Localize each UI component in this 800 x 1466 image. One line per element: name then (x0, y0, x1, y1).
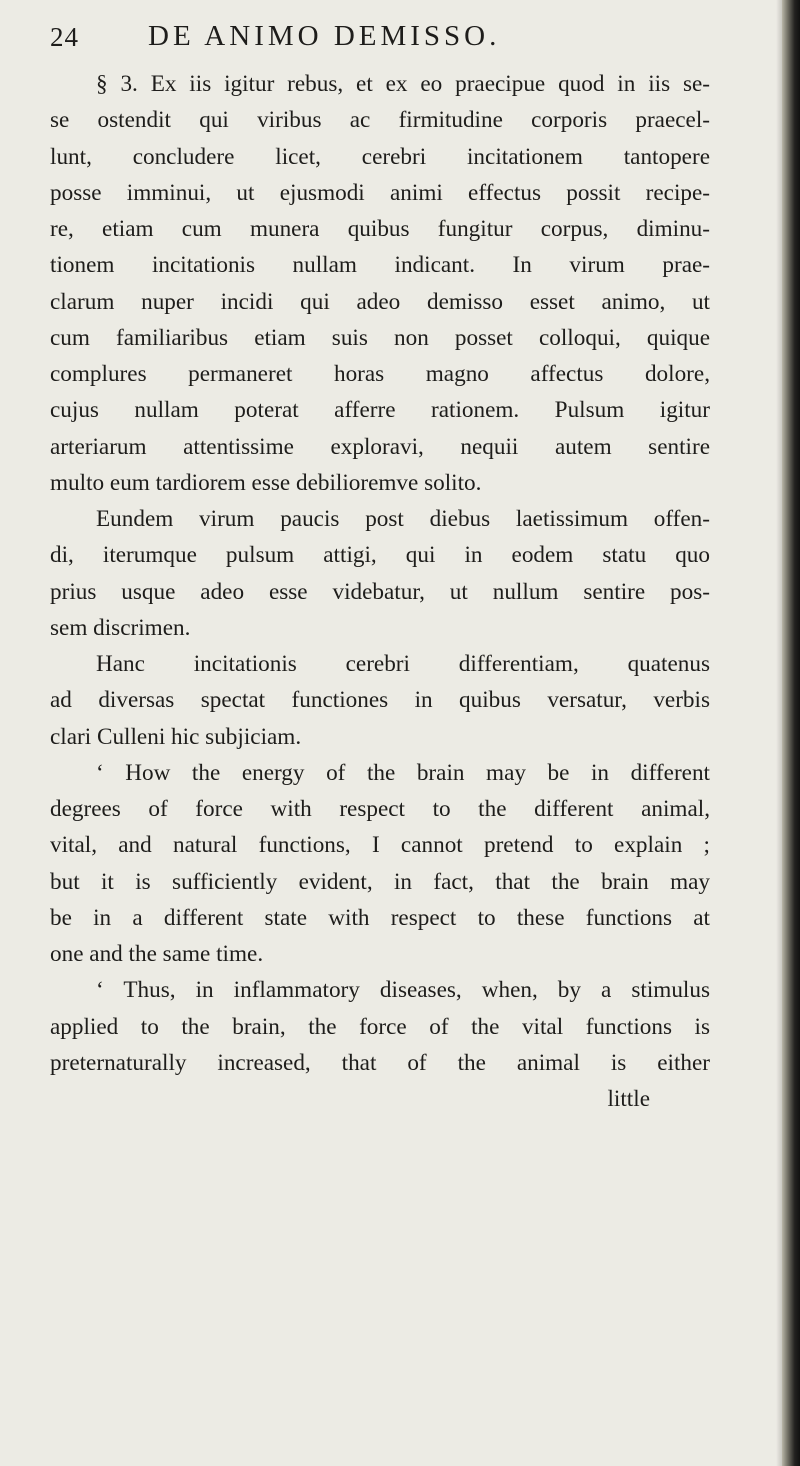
text-line: be in a different state with respect to these functions at (50, 904, 710, 931)
text-line: multo eum tardiorem esse debilioremve solito. (50, 469, 482, 496)
catchword: little (607, 1086, 650, 1112)
text-line: degrees of force with respect to the different animal, (50, 796, 710, 822)
book-binding-edge (782, 0, 800, 1466)
text-line: prius usque adeo esse videbatur, ut nullum sentire pos- (50, 578, 710, 605)
text-line: lunt, concludere licet, cerebri incitationem tantopere (50, 143, 710, 170)
text-line: preternaturally increased, that of the animal is either (50, 1049, 710, 1076)
running-title: DE ANIMO DEMISSO. (148, 20, 501, 52)
text-line: ‘ How the energy of the brain may be in different (96, 759, 710, 786)
text-line: tionem incitationis nullam indicant. In virum prae- (50, 252, 710, 279)
page-header (50, 22, 710, 62)
text-line: ‘ Thus, in inflammatory diseases, when, by a stimulus (96, 977, 710, 1004)
text-line: clari Culleni hic subjiciam. (50, 723, 302, 750)
text-line: vital, and natural functions, I cannot pretend to explain ; (50, 832, 710, 859)
page-number: 24 (50, 22, 79, 52)
text-line: Eundem virum paucis post diebus laetissimum offen- (96, 506, 710, 532)
text-line: cum familiaribus etiam suis non posset colloqui, quique (50, 324, 710, 351)
text-line: se ostendit qui viribus ac firmitudine corporis praecel- (50, 107, 710, 134)
text-line: di, iterumque pulsum attigi, qui in eodem statu quo (50, 542, 710, 569)
text-line: ad diversas spectat functiones in quibus versatur, verbis (50, 687, 710, 714)
text-line: complures permaneret horas magno affectus dolore, (50, 361, 710, 387)
text-line: § 3. Ex iis igitur rebus, et ex eo praecipue quod in iis se- (96, 71, 710, 97)
text-line: but it is sufficiently evident, in fact, that the brain may (50, 868, 710, 895)
text-line: posse imminui, ut ejusmodi animi effectus possit recipe- (50, 179, 710, 206)
body-text (50, 66, 710, 1117)
text-line: Hanc incitationis cerebri differentiam, quatenus (96, 651, 710, 677)
text-line: clarum nuper incidi qui adeo demisso esset animo, ut (50, 288, 710, 315)
text-line: arteriarum attentissime exploravi, nequii autem sentire (50, 433, 710, 460)
text-line: applied to the brain, the force of the vital functions is (50, 1013, 710, 1040)
text-line: cujus nullam poterat afferre rationem. Pulsum igitur (50, 397, 710, 424)
text-line: sem discrimen. (50, 614, 191, 641)
text-line: one and the same time. (50, 941, 264, 967)
text-line: re, etiam cum munera quibus fungitur corpus, diminu- (50, 216, 710, 242)
